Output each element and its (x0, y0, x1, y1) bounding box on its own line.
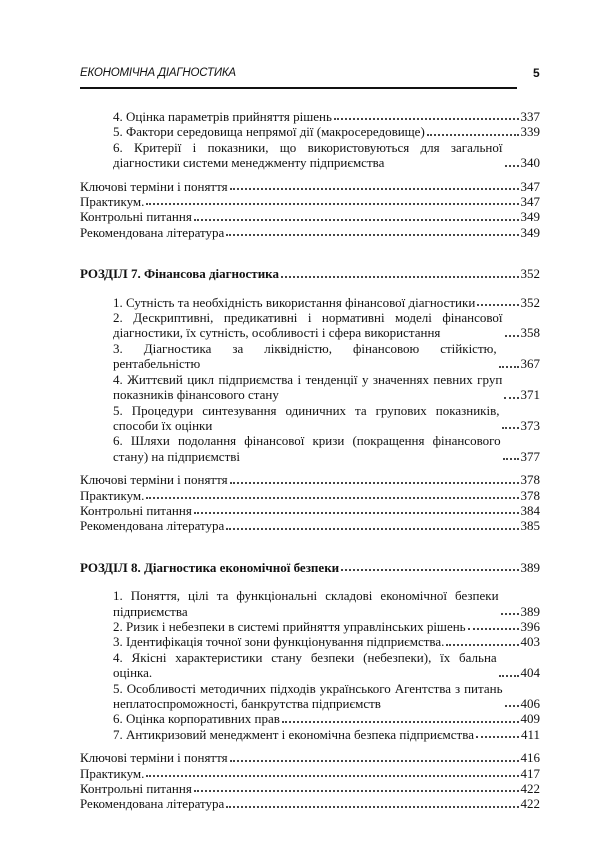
back-matter-list (80, 179, 540, 241)
entry-page-number: 373 (520, 417, 540, 433)
entry-title: Ключові терміни і поняття (80, 750, 228, 766)
entry-page-number: 403 (520, 634, 540, 650)
toc-entry[interactable] (80, 225, 540, 240)
toc-entry[interactable] (80, 750, 540, 765)
entry-title: 5. Особливості методичних підходів українського Агентства з питань неплатоспроможності, банкрутства підприємств (113, 680, 503, 711)
toc-entry[interactable] (113, 588, 540, 619)
entry-page-number: 371 (520, 387, 540, 403)
entry-page-number: 347 (520, 194, 540, 210)
dot-leader (230, 482, 519, 484)
toc-entry[interactable] (80, 766, 540, 781)
toc-entry[interactable] (80, 518, 540, 533)
dot-leader (230, 760, 519, 762)
dot-leader (501, 613, 519, 615)
entry-page-number: 389 (520, 603, 540, 619)
entry-title: Контрольні питання (80, 209, 192, 225)
dot-leader (226, 234, 518, 236)
dot-leader (499, 675, 519, 677)
chapter-heading (80, 266, 540, 281)
entry-title: РОЗДІЛ 7. Фінансова діагностика (80, 266, 279, 282)
dot-leader (282, 721, 519, 723)
entry-page-number: 422 (520, 796, 540, 812)
toc-entry[interactable] (113, 295, 540, 310)
entry-title: 6. Оцінка корпоративних прав (113, 711, 280, 727)
entry-title: Рекомендована література (80, 796, 225, 812)
toc-entry[interactable] (113, 403, 540, 434)
entry-title: 4. Оцінка параметрів прийняття рішень (113, 109, 332, 124)
entry-page-number: 378 (520, 472, 540, 488)
dot-leader (446, 644, 518, 646)
toc-entry[interactable] (113, 310, 540, 341)
entry-page-number: 404 (520, 665, 540, 681)
entry-title: Практикум. (80, 487, 145, 503)
entry-title: Контрольні питання (80, 781, 192, 797)
entry-title: 2. Дескриптивні, предикативні і нормативні моделі фінансової діагностики, їх сутність, особливості і сфера використання (113, 310, 503, 341)
toc-entry[interactable] (80, 179, 540, 194)
entry-title: 5. Процедури синтезування одиничних та групових показників, способи їх оцінки (113, 402, 500, 433)
dot-leader (146, 497, 518, 499)
entry-page-number: 352 (520, 266, 540, 282)
dot-leader (334, 118, 519, 120)
toc-entry[interactable] (80, 488, 540, 503)
entry-title: 7. Антикризовий менеджмент і економічна безпека підприємства (113, 726, 474, 742)
entry-title: Ключові терміни і поняття (80, 178, 228, 194)
dot-leader (502, 427, 519, 429)
entry-page-number: 416 (520, 750, 540, 766)
entry-title: Рекомендована література (80, 224, 225, 240)
dot-leader (230, 188, 519, 190)
dot-leader (477, 304, 518, 306)
toc-entry[interactable] (113, 109, 540, 124)
dot-leader (505, 335, 519, 337)
dot-leader (226, 528, 518, 530)
entry-title: 1. Поняття, цілі та функціональні складові економічної безпеки підприємства (113, 588, 499, 619)
toc-entry[interactable] (113, 619, 540, 634)
dot-leader (476, 736, 519, 738)
dot-leader (504, 397, 518, 399)
entry-title: Контрольні питання (80, 502, 192, 518)
entry-page-number: 367 (520, 356, 540, 372)
dot-leader (427, 134, 519, 136)
entry-page-number: 406 (520, 696, 540, 711)
entry-title: Практикум. (80, 194, 145, 210)
entry-title: 4. Життєвий цикл підприємства і тенденції у значеннях певних груп показників фінансового стану (113, 371, 503, 403)
back-matter-list (80, 472, 540, 534)
dot-leader (226, 806, 518, 808)
dot-leader (505, 705, 519, 707)
back-matter-list (80, 750, 540, 812)
entry-page-number: 417 (520, 765, 540, 781)
toc-entry[interactable] (80, 209, 540, 224)
entry-title: 3. Діагностика за ліквідністю, фінансовою стійкістю, рентабельністю (113, 340, 497, 372)
entry-page-number: 411 (520, 726, 540, 742)
toc-entry[interactable] (113, 650, 540, 681)
entry-page-number: 352 (520, 294, 540, 310)
toc-entry[interactable] (113, 433, 540, 464)
entry-title: Практикум. (80, 765, 145, 781)
running-header-title: ЕКОНОМІЧНА ДІАГНОСТИКА (80, 67, 236, 79)
entry-title: Ключові терміни і поняття (80, 472, 228, 488)
entry-title: 1. Сутність та необхідність використання фінансової діагностики (113, 294, 476, 310)
section-list (113, 295, 540, 464)
toc-entry[interactable] (113, 140, 540, 171)
chapter-heading (80, 560, 540, 575)
entry-page-number: 347 (520, 178, 540, 194)
dot-leader (499, 366, 519, 368)
toc-entry[interactable] (113, 341, 540, 372)
toc-entry[interactable] (113, 727, 540, 742)
entry-title: Рекомендована література (80, 518, 225, 534)
entry-page-number: 384 (520, 502, 540, 518)
dot-leader (146, 203, 518, 205)
toc-entry[interactable] (113, 634, 540, 649)
toc-entry[interactable] (80, 194, 540, 209)
entry-page-number: 340 (520, 155, 540, 171)
entry-page-number: 377 (520, 448, 540, 464)
dot-leader (146, 775, 518, 777)
entry-page-number: 339 (520, 124, 540, 140)
entry-title: РОЗДІЛ 8. Діагностика економічної безпеки (80, 559, 340, 575)
dot-leader (281, 276, 519, 278)
entry-page-number: 389 (520, 559, 540, 575)
dot-leader (468, 628, 519, 630)
dot-leader (505, 165, 519, 167)
toc-entry[interactable] (80, 472, 540, 487)
page-number: 5 (533, 66, 540, 80)
section-list (113, 588, 540, 742)
toc-entry[interactable] (80, 560, 540, 575)
toc-entry[interactable] (113, 711, 540, 726)
entry-page-number: 337 (520, 109, 540, 124)
toc-entry[interactable] (80, 781, 540, 796)
toc-entry[interactable] (80, 796, 540, 811)
section-list (113, 109, 540, 171)
entry-title: 6. Шляхи подолання фінансової кризи (покращення фінансового стану) на підприємстві (113, 433, 501, 464)
toc-entry[interactable] (80, 266, 540, 281)
dot-leader (194, 790, 519, 792)
entry-title: 2. Ризик і небезпеки в системі прийняття управлінських рішень (113, 618, 466, 634)
entry-page-number: 422 (520, 781, 540, 797)
toc-entry[interactable] (113, 681, 540, 712)
entry-title: 3. Ідентифікація точної зони функціонування підприємства. (113, 634, 445, 650)
entry-title: 4. Якісні характеристики стану безпеки (небезпеки), їх бальна оцінка. (113, 649, 497, 681)
toc-entry[interactable] (80, 503, 540, 518)
entry-page-number: 378 (520, 487, 540, 503)
entry-title: 6. Критерії і показники, що використовуються для загальної діагностики системи менеджменту підприємства (113, 139, 503, 171)
entry-page-number: 385 (520, 518, 540, 534)
entry-page-number: 358 (520, 325, 540, 341)
entry-page-number: 409 (520, 711, 540, 727)
toc-entry[interactable] (113, 372, 540, 403)
entry-page-number: 349 (520, 209, 540, 225)
toc-entry[interactable] (113, 124, 540, 139)
entry-page-number: 349 (520, 224, 540, 240)
entry-page-number: 396 (520, 618, 540, 634)
dot-leader (341, 569, 518, 571)
dot-leader (194, 219, 519, 221)
entry-title: 5. Фактори середовища непрямої дії (макросередовище) (113, 124, 425, 140)
dot-leader (503, 458, 519, 460)
dot-leader (194, 512, 519, 514)
